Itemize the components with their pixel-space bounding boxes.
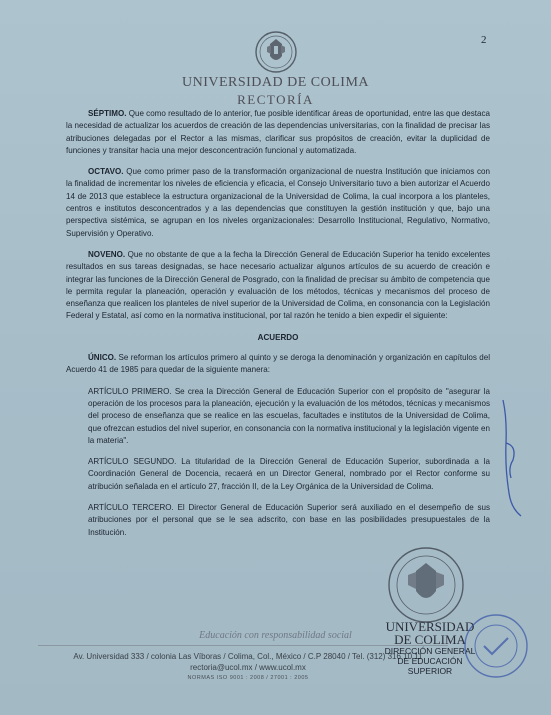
paragraph-text: Que como resultado de lo anterior, fue posible identificar áreas de oportunidad, entre las que destaca la necesidad de actualizar los acuerdos de creación de las dependencias universitarias, con la finalidad de precisar las atribuciones delegadas por el Rector a las mismas, clarificar sus propósitos de creación, evitar la duplicidad de funciones y transitar hacia una mejor desconcentración funcional y automatizada. (66, 109, 490, 155)
paragraph-text: Que como primer paso de la transformación organizacional de nuestra Institución que iniciamos con la finalidad de incrementar los niveles de eficiencia y eficacia, el Consejo Universitario tuvo a bien autorizar el Acuerdo 14 de 2013 que establece la estructura organizacional de la Universidad de Colima, la cual incorpora a los planteles, centros e institutos desconcentrados y a las dependencias que constituyen la gestión institución y que, bajo una perspectiva sistémica, se agrupan en los niveles organizacionales: Desarrollo Institucional, Regulativo, Normativo, Supervisión y Operativo. (66, 167, 490, 238)
footer-norms: NORMAS ISO 9001 : 2008 / 27001 : 2005 (187, 675, 309, 681)
article-lead: ARTÍCULO SEGUNDO. (88, 457, 177, 467)
article-tercero (88, 502, 490, 539)
article-text: La titularidad de la Dirección General de Educación Superior, subordinada a la Coordinación General de Docencia, recaerá en un Director General, nombrado por el Rector conforme su atribución señalada en el artículo 27, fracción II, de la Ley Orgánica de la Universidad de Colima. (88, 457, 490, 491)
certification-seal-icon (462, 612, 530, 680)
stamp-sub-1: DIRECCIÓN GENERAL (384, 646, 476, 656)
footer-address: Av. Universidad 333 / colonia Las Víboras / Colima, Col., México / C.P 28040 / Tel. (312) 316 10 11 (73, 652, 423, 661)
university-crest-icon (254, 30, 298, 74)
paragraph-lead: NOVENO. (88, 249, 126, 259)
stamp-sub-3: SUPERIOR (407, 666, 453, 676)
office-name: RECTORÍA (237, 92, 314, 107)
paragraph-noveno (66, 249, 490, 323)
footer-contact: rectoria@ucol.mx / www.ucol.mx (190, 663, 306, 672)
paragraph-lead: OCTAVO. (88, 167, 124, 177)
paragraph-text: Que no obstante de que a la fecha la Dirección General de Educación Superior ha tenido excelentes resultados en sus tareas designadas, se hace necesario actualizar algunos artículos de su acuerdo de creación e integrar las funciones de la Dirección General de Posgrado, con la finalidad de precisar su ámbito de competencia que le permita regular la planeación, operación y evaluación de los métodos, técnicas y mecanismos del proceso de enseñanza que realicen los planteles de nivel superior de la Universidad de Colima, en consonancia con la Legislación Federal y Estatal, así como en la normativa institucional, por tal razón he tenido a bien expedir el siguiente: (66, 249, 490, 321)
university-seal-icon (386, 545, 466, 625)
article-text: El Director General de Educación Superior será auxiliado en el desempeño de sus atribuciones por el personal que se le sea adscrito, con base en las posibilidades presupuestales de la Institución. (88, 503, 490, 537)
article-lead: ARTÍCULO PRIMERO. (88, 386, 172, 396)
stamp-title-1: UNIVERSIDAD (385, 619, 475, 634)
footer-motto: Educación con responsabilidad social (199, 630, 352, 641)
paragraph-lead: SÉPTIMO. (88, 109, 127, 118)
article-primero (88, 386, 490, 447)
stamp-title-2: DE COLIMA (394, 632, 466, 647)
article-segundo (88, 456, 490, 493)
document-body (66, 108, 490, 548)
university-name: UNIVERSIDAD DE COLIMA (181, 75, 370, 90)
article-text: Se crea la Dirección General de Educación Superior con el propósito de "asegurar la operación de los procesos para la planeación, ejecución y la evaluación de los métodos, técnicas y mecanismos del proceso de enseñanza que se realice en las escuelas, facultades e institutos de la Universidad de Colima, que ofrezcan estudios del nivel superior, en consonancia con la normativa institucional y la legislación vigente en la materia". (88, 386, 490, 445)
paragraph-octavo (66, 166, 490, 240)
stamp-sub-2: DE EDUCACIÓN (397, 656, 463, 666)
paragraph-septimo (66, 108, 490, 157)
paragraph-text: Se reforman los artículos primero al quinto y se deroga la denominación y organización en capítulos del Acuerdo 41 de 1985 para quedar de la siguiente manera: (66, 353, 490, 375)
page-number: 2 (481, 34, 487, 46)
paragraph-unico (66, 352, 490, 377)
acuerdo-heading: ACUERDO (257, 332, 299, 342)
paragraph-lead: ÚNICO. (88, 353, 117, 363)
article-lead: ARTÍCULO TERCERO. (88, 503, 174, 513)
signature-icon (497, 398, 527, 518)
